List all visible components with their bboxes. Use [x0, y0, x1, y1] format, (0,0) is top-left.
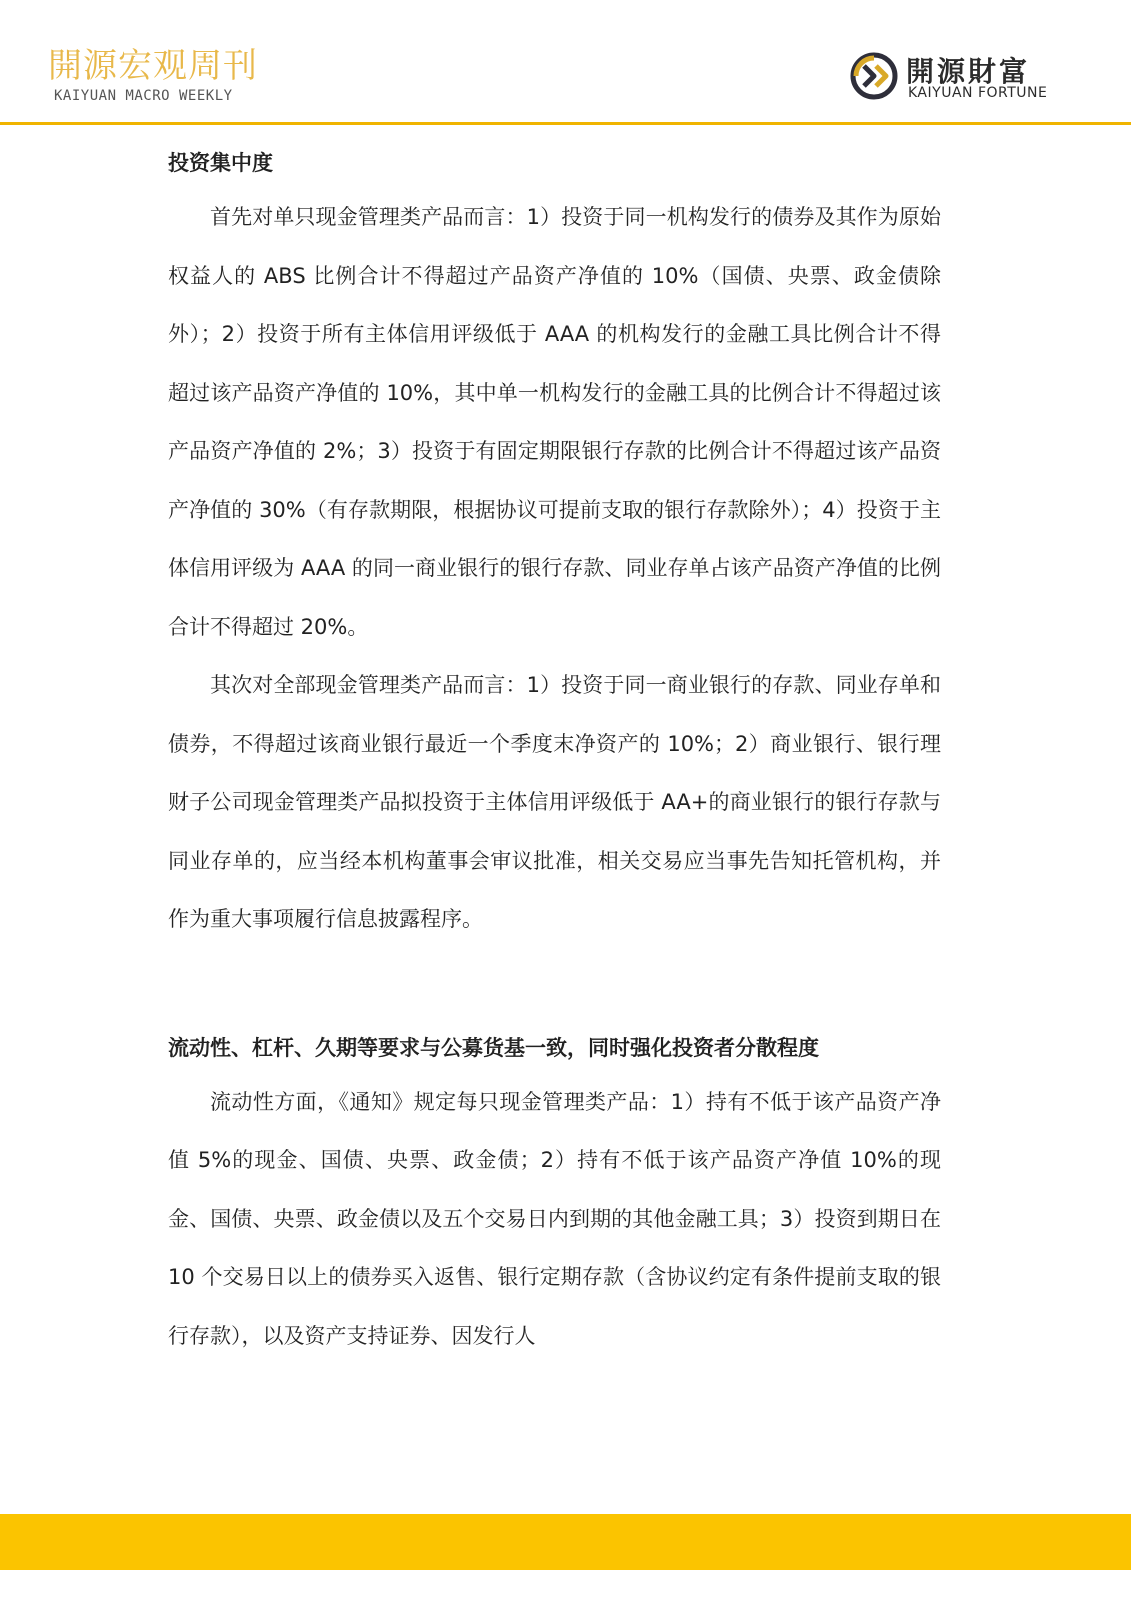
- body-paragraph: 首先对单只现金管理类产品而言：1）投资于同一机构发行的债券及其作为原始权益人的 ABS 比例合计不得超过产品资产净值的 10%（国债、央票、政金债除外）；2）投资于所有主体信用评级低于 AAA 的机构发行的金融工具比例合计不得超过该产品资产净值的 10%，其中单一机构发行的金融工具的比例合计不得超过该产品资产净值的 2%；3）投资于有固定期限银行存款的比例合计不得超过该产品资产净值的 30%（有存款期限，根据协议可提前支取的银行存款除外）；4）投资于主体信用评级为 AAA 的同一商业银行的银行存款、同业存单占该产品资产净值的比例合计不得超过 20%。: [168, 205, 941, 639]
- section-investment-concentration: [168, 138, 941, 949]
- publication-title: 開源宏观周刊: [48, 46, 258, 86]
- header-divider: [0, 122, 1131, 125]
- body-paragraph: 流动性方面，《通知》规定每只现金管理类产品：1）持有不低于该产品资产净值 5%的现金、国债、央票、政金债；2）持有不低于该产品资产净值 10%的现金、国债、央票、政金债以及五个交易日内到期的其他金融工具；3）投资到期日在 10 个交易日以上的债券买入返售、银行定期存款（含协议约定有条件提前支取的银行存款），以及资产支持证券、因发行人: [168, 1089, 941, 1348]
- section-heading: 流动性、杠杆、久期等要求与公募货基一致，同时强化投资者分散程度: [168, 1035, 819, 1060]
- page-header: [0, 0, 1131, 126]
- kaiyuan-logo-icon: [850, 52, 898, 100]
- body-paragraph: 其次对全部现金管理类产品而言：1）投资于同一商业银行的存款、同业存单和债券，不得超过该商业银行最近一个季度末净资产的 10%；2）商业银行、银行理财子公司现金管理类产品拟投资于主体信用评级低于 AA+的商业银行的银行存款与同业存单的，应当经本机构董事会审议批准，相关交易应当事先告知托管机构，并作为重大事项履行信息披露程序。: [168, 673, 941, 931]
- document-body: [168, 138, 941, 1365]
- kaiyuan-fortune-logo: [850, 48, 1090, 108]
- logo-chinese-name: 開源財富: [906, 55, 1031, 88]
- logo-english-name: KAIYUAN FORTUNE: [908, 85, 1048, 101]
- section-liquidity-leverage: [168, 1023, 941, 1366]
- section-heading: 投资集中度: [168, 151, 273, 175]
- publication-subtitle: KAIYUAN MACRO WEEKLY: [54, 88, 233, 104]
- section-spacer: [168, 949, 941, 1023]
- footer-bar: [0, 1514, 1131, 1570]
